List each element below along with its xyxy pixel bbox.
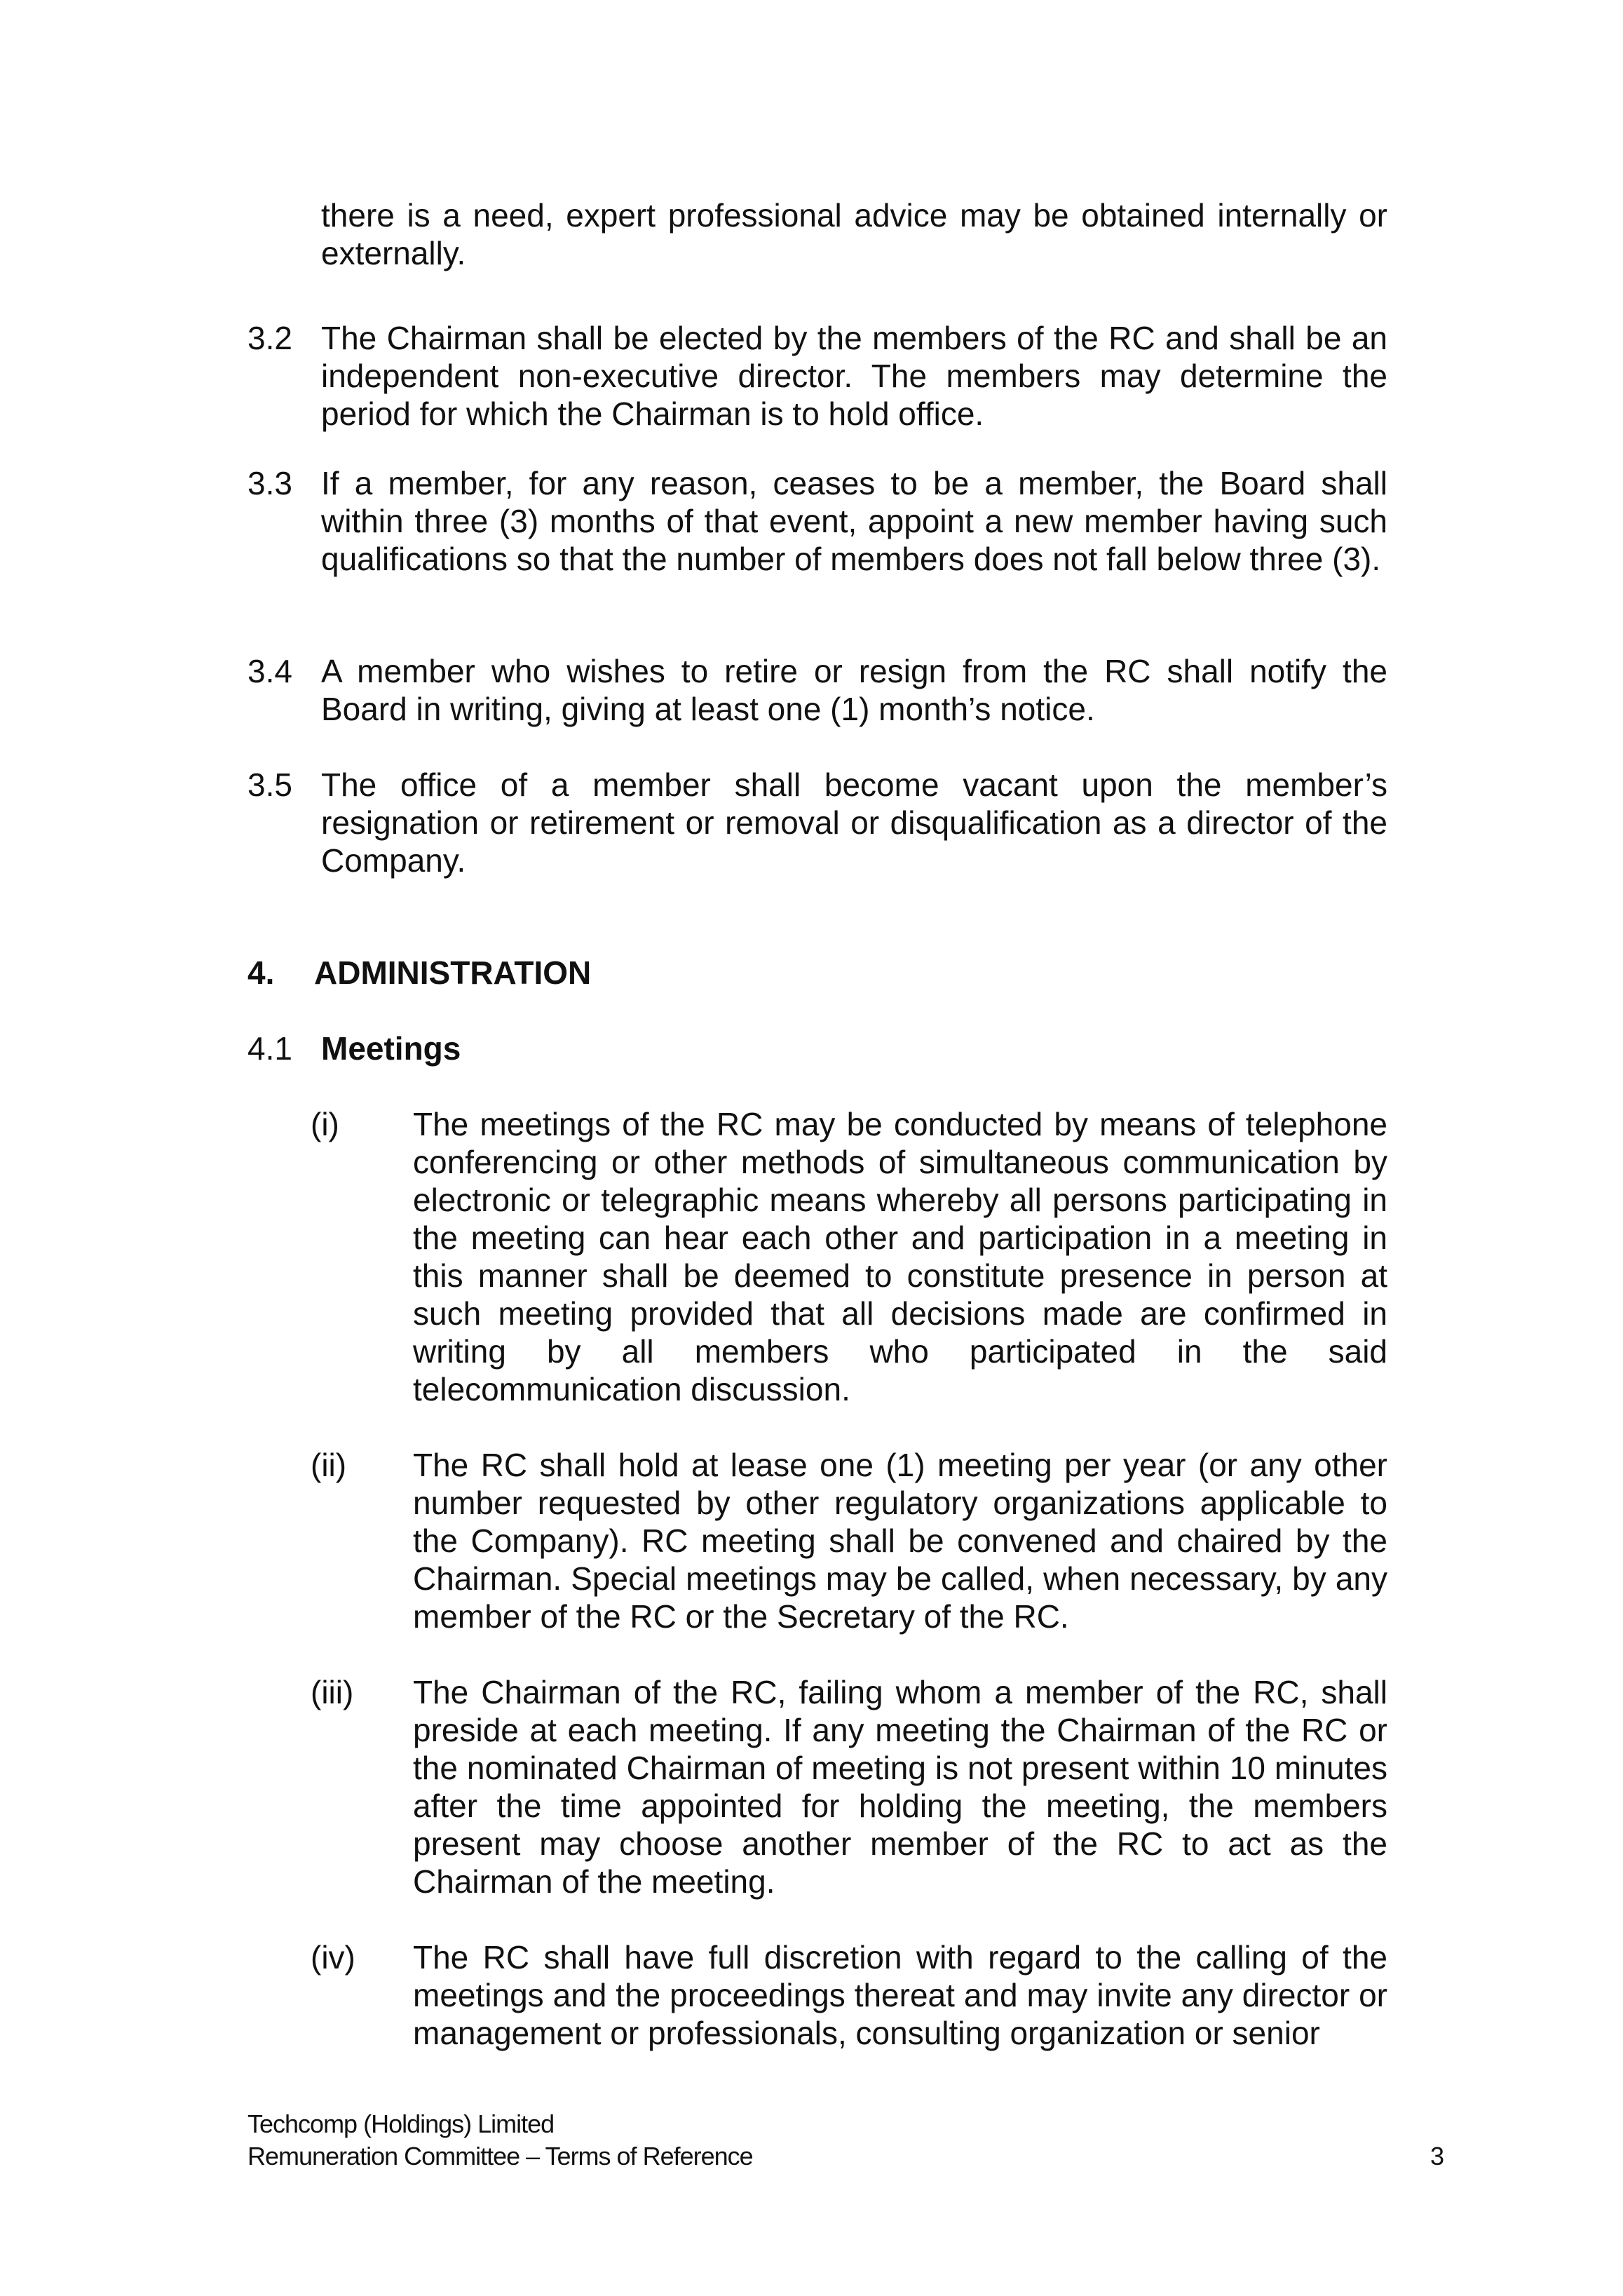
- footer-company: Techcomp (Holdings) Limited: [247, 2109, 555, 2138]
- clause-number: 3.5: [247, 767, 292, 803]
- subsection-heading: [247, 1029, 461, 1067]
- section-heading: [247, 954, 591, 992]
- clause-number: 3.2: [247, 320, 292, 356]
- section-title: ADMINISTRATION: [314, 954, 592, 991]
- item-number: (iv): [311, 1939, 355, 1976]
- section-number: 4.: [247, 954, 275, 991]
- item-number: (i): [311, 1106, 339, 1142]
- item-text: The RC shall hold at lease one (1) meeting per year (or any other number requested by other regulatory organizations applicable to the Company). RC meeting shall be convened and chaired by the Chairman. Special meetings may be called, when necessary, by any member of the RC or the Secretary of the RC.: [413, 1447, 1387, 1635]
- page-number: 3: [1430, 2142, 1445, 2170]
- item-text: The RC shall have full discretion with regard to the calling of the meetings and the proceedings thereat and may invite any director or management or professionals, consulting organization or senior: [413, 1939, 1387, 2051]
- clause-number: 3.3: [247, 465, 292, 501]
- item-text: The Chairman of the RC, failing whom a member of the RC, shall preside at each meeting. If any meeting the Chairman of the RC or the nominated Chairman of meeting is not present within 10 minutes after the time appointed for holding the meeting, the members present may choose another member of the RC to act as the Chairman of the meeting.: [413, 1674, 1387, 1900]
- item-text: The meetings of the RC may be conducted by means of telephone conferencing or other methods of simultaneous communication by electronic or telegraphic means whereby all persons participating in the meeting can hear each other and participation in a meeting in this manner shall be deemed to constitute presence in person at such meeting provided that all decisions made are confirmed in writing by all members who participated in the said telecommunication discussion.: [413, 1106, 1387, 1407]
- footer-document-title: Remuneration Committee – Terms of Reference: [247, 2142, 753, 2170]
- item-number: (iii): [311, 1674, 354, 1710]
- subsection-number: 4.1: [247, 1030, 292, 1067]
- clause-text: A member who wishes to retire or resign from the RC shall notify the Board in writing, giving at least one (1) month’s notice.: [321, 653, 1387, 727]
- clause-text: If a member, for any reason, ceases to be a member, the Board shall within three (3) months of that event, appoint a new member having such qualifications so that the number of members does not fall below three (3).: [321, 465, 1387, 577]
- subsection-title: Meetings: [321, 1030, 461, 1067]
- clause-number: 3.4: [247, 653, 292, 689]
- page-footer: [247, 2108, 753, 2173]
- clause-text: The Chairman shall be elected by the members of the RC and shall be an independent non-executive director. The members may determine the period for which the Chairman is to hold office.: [321, 320, 1387, 432]
- clause-text: The office of a member shall become vacant upon the member’s resignation or retirement or removal or disqualification as a director of the Company.: [321, 767, 1387, 879]
- continuation-paragraph: there is a need, expert professional advice may be obtained internally or externally.: [321, 197, 1387, 271]
- item-number: (ii): [311, 1447, 347, 1483]
